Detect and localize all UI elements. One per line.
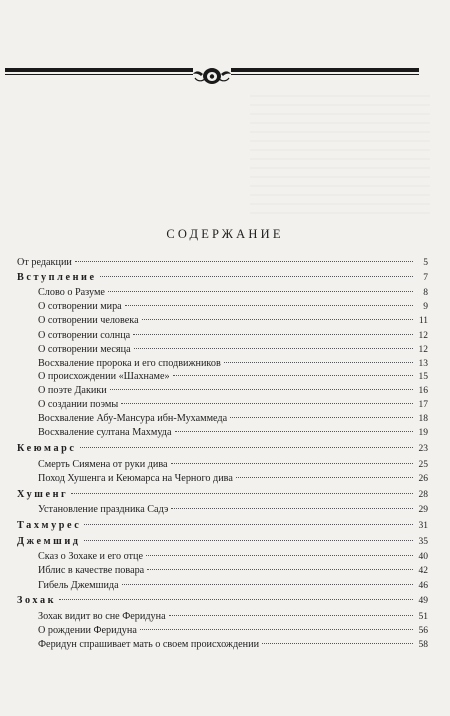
toc-chapter-entry xyxy=(17,519,428,533)
dot-leader xyxy=(169,615,413,616)
toc-entry-label: Тахмурес xyxy=(17,520,82,531)
toc-entry-label: Восхваление пророка и его сподвижников xyxy=(38,358,221,369)
toc-page-number: 46 xyxy=(418,581,428,591)
dot-leader xyxy=(71,493,413,494)
toc-entry-label: О сотворении месяца xyxy=(38,344,131,355)
toc-entry-label: Вступление xyxy=(17,272,97,283)
dot-leader xyxy=(230,417,413,418)
toc-section-entry xyxy=(38,610,428,624)
dot-leader xyxy=(224,362,413,363)
toc-page-number: 17 xyxy=(418,400,428,410)
toc-chapter-entry xyxy=(17,488,428,502)
toc-page-number: 7 xyxy=(423,273,428,283)
toc-section-entry xyxy=(38,638,428,652)
toc-entry-label: О сотворении солнца xyxy=(38,330,131,341)
toc-entry-label: От редакции xyxy=(17,257,72,268)
toc-page-number: 19 xyxy=(418,428,428,438)
dot-leader xyxy=(84,540,413,541)
header-ornament-rule xyxy=(5,64,419,86)
dot-leader xyxy=(122,584,413,585)
toc-chapter-entry xyxy=(17,594,428,608)
toc-page-number: 42 xyxy=(418,566,428,576)
toc-page-number: 58 xyxy=(418,640,428,650)
toc-entry-label: Зохак видит во сне Феридуна xyxy=(38,611,166,622)
toc-page-number: 23 xyxy=(418,444,428,454)
toc-entry-label: Кеюмарс xyxy=(17,443,77,454)
toc-section-entry xyxy=(38,503,428,517)
dot-leader xyxy=(146,555,413,556)
toc-chapter-entry xyxy=(17,256,428,270)
toc-page-number: 16 xyxy=(418,386,428,396)
dot-leader xyxy=(121,403,413,404)
toc-entry-label: Феридун спрашивает мать о своем происхождении xyxy=(38,639,260,650)
dot-leader xyxy=(59,599,413,600)
toc-page-number: 51 xyxy=(418,612,428,622)
toc-chapter-entry xyxy=(17,271,428,285)
toc-entry-label: Слово о Разуме xyxy=(38,287,105,298)
toc-page-number: 11 xyxy=(418,316,428,326)
toc-chapter-entry xyxy=(17,442,428,456)
toc-section-entry xyxy=(38,564,428,578)
toc-page-number: 9 xyxy=(423,302,428,312)
toc-page-number: 15 xyxy=(418,372,428,382)
dot-leader xyxy=(140,629,413,630)
toc-entry-label: О сотворении мира xyxy=(38,301,122,312)
toc-section-entry xyxy=(38,300,428,314)
dot-leader xyxy=(147,569,413,570)
toc-page-number: 18 xyxy=(418,414,428,424)
toc-page-number: 8 xyxy=(423,288,428,298)
toc-section-entry xyxy=(38,550,428,564)
toc-entry-label: Хушенг xyxy=(17,489,69,500)
toc-section-entry xyxy=(38,286,428,300)
toc-section-entry xyxy=(38,426,428,440)
toc-section-entry xyxy=(38,343,428,357)
dot-leader xyxy=(100,276,413,277)
toc-section-entry xyxy=(38,357,428,371)
toc-section-entry xyxy=(38,384,428,398)
bleed-through-texture xyxy=(250,95,430,215)
toc-section-entry xyxy=(38,329,428,343)
toc-page-number: 5 xyxy=(423,258,428,268)
toc-chapter-entry xyxy=(17,535,428,549)
dot-leader xyxy=(134,348,413,349)
toc-entry-label: О сотворении человека xyxy=(38,315,139,326)
toc-page-number: 40 xyxy=(418,552,428,562)
toc-entry-label: Гибель Джемшида xyxy=(38,580,119,591)
dot-leader xyxy=(236,477,413,478)
toc-entry-label: Поход Хушенга и Кеюмарса на Черного дива xyxy=(38,473,233,484)
toc-section-entry xyxy=(38,579,428,593)
toc-page-number: 49 xyxy=(418,596,428,606)
toc-entry-label: Сказ о Зохаке и его отце xyxy=(38,551,143,562)
toc-page-number: 28 xyxy=(418,490,428,500)
ornament-icon xyxy=(187,64,237,86)
dot-leader xyxy=(80,447,413,448)
toc-entry-label: Установление праздника Садэ xyxy=(38,504,169,515)
dot-leader xyxy=(75,261,413,262)
toc-entry-label: Джемшид xyxy=(17,536,81,547)
dot-leader xyxy=(110,389,413,390)
dot-leader xyxy=(171,463,413,464)
dot-leader xyxy=(171,508,413,509)
toc-section-entry xyxy=(38,472,428,486)
toc-entry-label: О поэте Дакики xyxy=(38,385,107,396)
dot-leader xyxy=(173,375,413,376)
toc-section-entry xyxy=(38,314,428,328)
toc-page-number: 31 xyxy=(418,521,428,531)
toc-entry-label: О рождении Феридуна xyxy=(38,625,137,636)
toc-page-number: 13 xyxy=(418,359,428,369)
contents-title: СОДЕРЖАНИЕ xyxy=(166,227,284,241)
dot-leader xyxy=(125,305,413,306)
dot-leader xyxy=(133,334,413,335)
dot-leader xyxy=(175,431,413,432)
toc-page-number: 35 xyxy=(418,537,428,547)
toc-section-entry xyxy=(38,370,428,384)
toc-section-entry xyxy=(38,624,428,638)
toc-page-number: 12 xyxy=(418,331,428,341)
toc-page-number: 29 xyxy=(418,505,428,515)
toc-page-number: 56 xyxy=(418,626,428,636)
toc-entry-label: Смерть Сиямена от руки дива xyxy=(38,459,168,470)
toc-section-entry xyxy=(38,398,428,412)
toc-entry-label: О происхождении «Шахнаме» xyxy=(38,371,170,382)
dot-leader xyxy=(108,291,413,292)
toc-entry-label: Восхваление султана Махмуда xyxy=(38,427,172,438)
toc-entry-label: Иблис в качестве повара xyxy=(38,565,145,576)
toc-page-number: 25 xyxy=(418,460,428,470)
toc-entry-label: О создании поэмы xyxy=(38,399,119,410)
toc-section-entry xyxy=(38,412,428,426)
toc-entry-label: Восхваление Абу-Мансура ибн-Мухаммеда xyxy=(38,413,228,424)
toc-section-entry xyxy=(38,458,428,472)
toc-page-number: 26 xyxy=(418,474,428,484)
toc-entry-label: Зохак xyxy=(17,595,57,606)
dot-leader xyxy=(142,319,413,320)
dot-leader xyxy=(262,643,413,644)
dot-leader xyxy=(84,524,413,525)
toc-page-number: 12 xyxy=(418,345,428,355)
